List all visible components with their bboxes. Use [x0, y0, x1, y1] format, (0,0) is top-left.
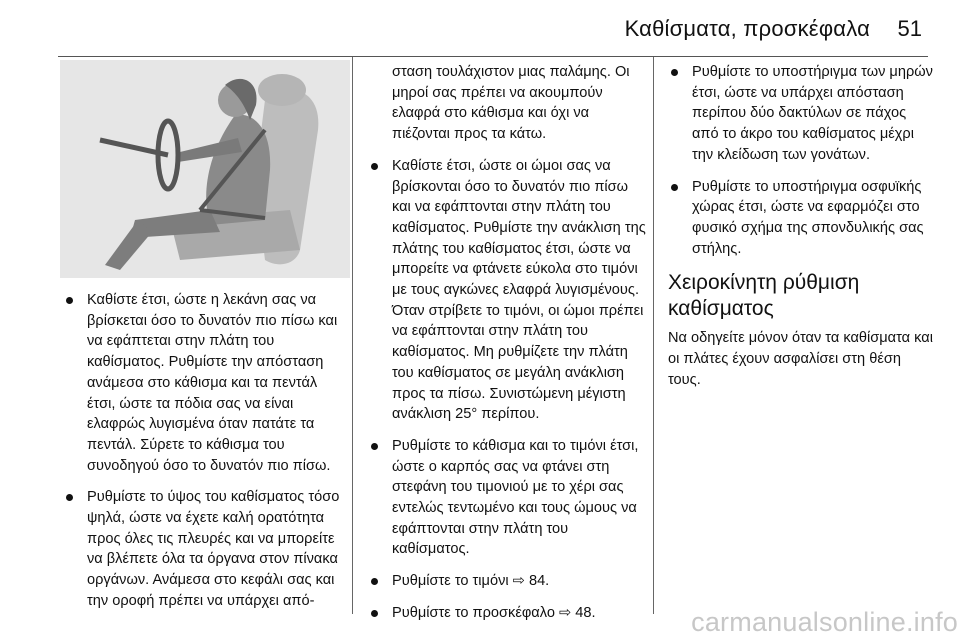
column-divider-1 — [352, 57, 353, 614]
page-number: 51 — [897, 16, 922, 41]
column-left — [63, 290, 343, 623]
column-divider-2 — [653, 57, 654, 614]
header-rule — [58, 56, 928, 57]
list-item: Καθίστε έτσι, ώστε η λεκάνη σας να βρίσκεται όσο το δυνατόν πιο πίσω και να εφάπτεται στην πλάτη του καθίσματος. Ρυθμίστε την απόσταση ανάμεσα στο κάθισμα και τα πεντάλ έτσι, ώστε τα πόδια σας να είναι ελαφρώς λυγισμένα όταν πατάτε τα πεντάλ. Σύρετε το κάθισμα του συνοδηγού όσο το δυνατόν πιο πίσω. — [63, 290, 343, 476]
list-item: Ρυθμίστε το ύψος του καθίσματος τόσο ψηλά, ώστε να έχετε καλή ορατότητα προς όλες τις πλευρές και να μπορείτε να βλέπετε όλα τα όργανα στον πίνακα οργάνων. Ανάμεσα στο κεφάλι σας και την οροφή πρέπει να υπάρχει από- — [63, 487, 343, 611]
driver-seating-illustration — [60, 60, 350, 278]
list-item: Καθίστε έτσι, ώστε οι ώμοι σας να βρίσκονται όσο το δυνατόν πιο πίσω και να εφάπτονται στην πλάτη του καθίσματος. Ρυθμίστε την ανάκλιση της πλάτης του καθίσματος έτσι, ώστε να μπορείτε να φτάνετε εύκολα στο τιμόνι με τους αγκώνες ελαφρά λυγισμένους. Όταν στρίβετε το τιμόνι, οι ώμοι πρέπει να εφάπτονται στην πλάτη του καθίσματος. Μη ρυθμίζετε την πλάτη του καθίσματος σε μεγάλη ανάκλιση προς τα πίσω. Συνιστώμενη μέγιστη ανάκλιση 25° περίπου. — [368, 156, 646, 425]
list-item-headrest-reference: Ρυθμίστε το προσκέφαλο ⇨ 48. — [368, 603, 646, 624]
list-item-steering-reference: Ρυθμίστε το τιμόνι ⇨ 84. — [368, 571, 646, 592]
section-paragraph: Να οδηγείτε μόνον όταν τα καθίσματα και οι πλάτες έχουν ασφαλίσει στη θέση τους. — [668, 330, 933, 388]
list-item-continuation: σταση τουλάχιστον μιας παλάμης. Οι μηροί σας πρέπει να ακουμπούν ελαφρά στο κάθισμα και όχι να πιέζονται προς τα κάτω. — [392, 64, 630, 143]
bullet-list — [368, 62, 646, 624]
list-item: Ρυθμίστε το κάθισμα και το τιμόνι έτσι, ώστε ο καρπός σας να φτάνει στη στεφάνη του τιμονιού με το χέρι σας εντελώς τεντωμένο και τους ώμους να εφάπτονται στην πλάτη του καθίσματος. — [368, 436, 646, 560]
list-item: Ρυθμίστε το υποστήριγμα οσφυϊκής χώρας έτσι, ώστε να εφαρμόζει στο φυσικό σχήμα της σπονδυλικής σας στήλης. — [668, 177, 936, 260]
page-title: Καθίσματα, προσκέφαλα — [624, 16, 870, 41]
column-middle — [368, 62, 646, 635]
list-item: Ρυθμίστε το υποστήριγμα των μηρών έτσι, ώστε να υπάρχει απόσταση περίπου δύο δακτύλων σε πάχος από το άκρο του καθίσματος μέχρι την κλείδωση των γονάτων. — [668, 62, 936, 166]
bullet-list — [63, 290, 343, 612]
watermark: carmanualsonline.info — [691, 607, 958, 637]
bullet-list — [668, 62, 936, 259]
section-heading: Χειροκίνητη ρύθμιση καθίσματος — [668, 271, 860, 321]
illustration-svg — [60, 60, 350, 278]
column-right — [668, 62, 936, 390]
